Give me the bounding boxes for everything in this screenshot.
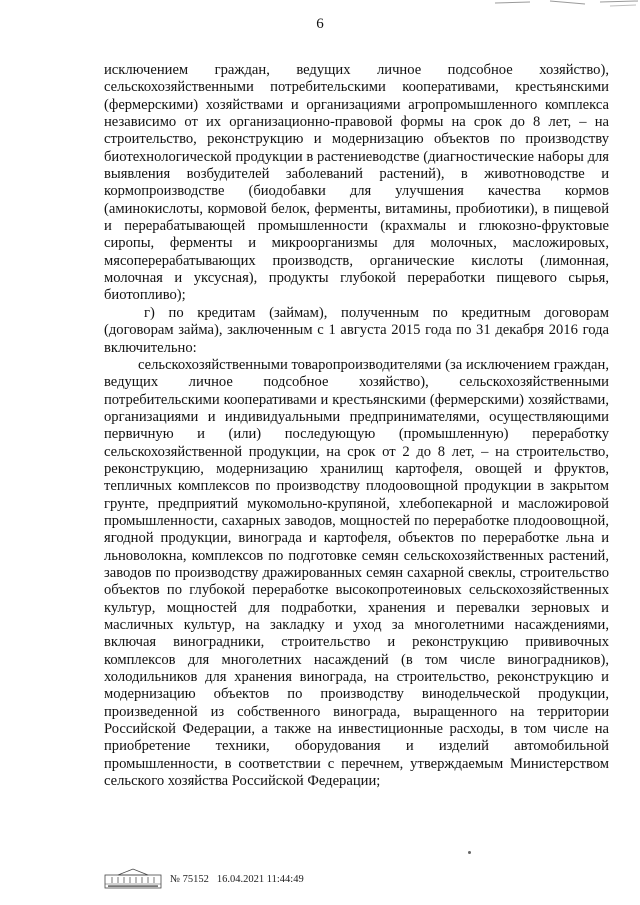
paragraph-borrowers: сельскохозяйственными товаропроизводителями (за исключением граждан, ведущих личное подсобное хозяйство), сельскохозяйственными потребительскими кооперативами и крестьянскими (фермерскими) хозяйствами, организациями и индивидуальными предпринимателями, осуществляющими первичную и (или) последующую (промышленную) переработку сельскохозяйственной продукции, на срок от 2 до 8 лет, – на строительство, реконструкцию, модернизацию хранилищ картофеля, овощей и фруктов, тепличных комплексов по производству плодоовощной продукции в закрытом грунте, предприятий мукомольно-крупяной, хлебопекарной и масложировой промышленности, сахарных заводов, мощностей по переработке плодоовощной, ягодной продукции, винограда и картофеля, объектов по переработке льна и льноволокна, комплексов по подготовке семян сельскохозяйственных растений, заводов по производству дражированных семян сахарной свеклы, строительство объектов по глубокой переработке высокопротеиновых сельскохозяйственных культур, мощностей для подработки, хранения и перевалки зерновых и масличных культур, на закладку и уход за многолетними насаждениями, включая виноградники, строительство и реконструкцию прививочных комплексов для многолетних насаждений (в том числе виноградников), холодильников для хранения винограда, на строительство, реконструкцию и модернизацию объектов по производству винодельческой продукции, произведенной из собственного винограда, выращенного на территории Российской Федерации, а также на инвестиционные расходы, в том числе на приобретение техники, оборудования и изделий автомобильной промышленности, в соответствии с перечнем, утверждаемым Министерством сельского хозяйства Российской Федерации; xyxy=(104,356,609,790)
footer xyxy=(104,868,304,890)
document-body xyxy=(104,62,609,790)
scan-edge-mark xyxy=(490,0,640,14)
paragraph-continuation: исключением граждан, ведущих личное подсобное хозяйство), сельскохозяйственными потребительскими кооперативами, крестьянскими (фермерскими) хозяйствами и организациями агропромышленного комплекса независимо от их организационно-правовой формы на срок до 8 лет, – на строительство, реконструкцию и модернизацию объектов по производству биотехнологической продукции в растениеводстве (диагностические наборы для выявления возбудителей заболеваний растений), в животноводстве и кормопроизводстве (биодобавки для улучшения качества кормов (аминокислоты, кормовой белок, ферменты, витамины, пробиотики), в пищевой и перерабатывающей промышленности (крахмалы и глюкозно-фруктовые сиропы, ферменты и микроорганизмы для молочных, масложировых, мясоперерабатывающих производств, органические кислоты (лимонная, молочная и уксусная), продукты глубокой переработки пищевого сырья, биотопливо); xyxy=(104,62,609,304)
document-datetime: 16.04.2021 11:44:49 xyxy=(216,873,304,885)
paragraph-item-g: г) по кредитам (займам), полученным по кредитным договорам (договорам займа), заключенным с 1 августа 2015 года по 31 декабря 2016 года включительно: xyxy=(104,304,609,356)
page-number: 6 xyxy=(316,16,324,32)
scan-speck xyxy=(468,851,471,854)
building-stamp-icon xyxy=(104,868,162,890)
document-number: № 75152 xyxy=(170,873,209,885)
